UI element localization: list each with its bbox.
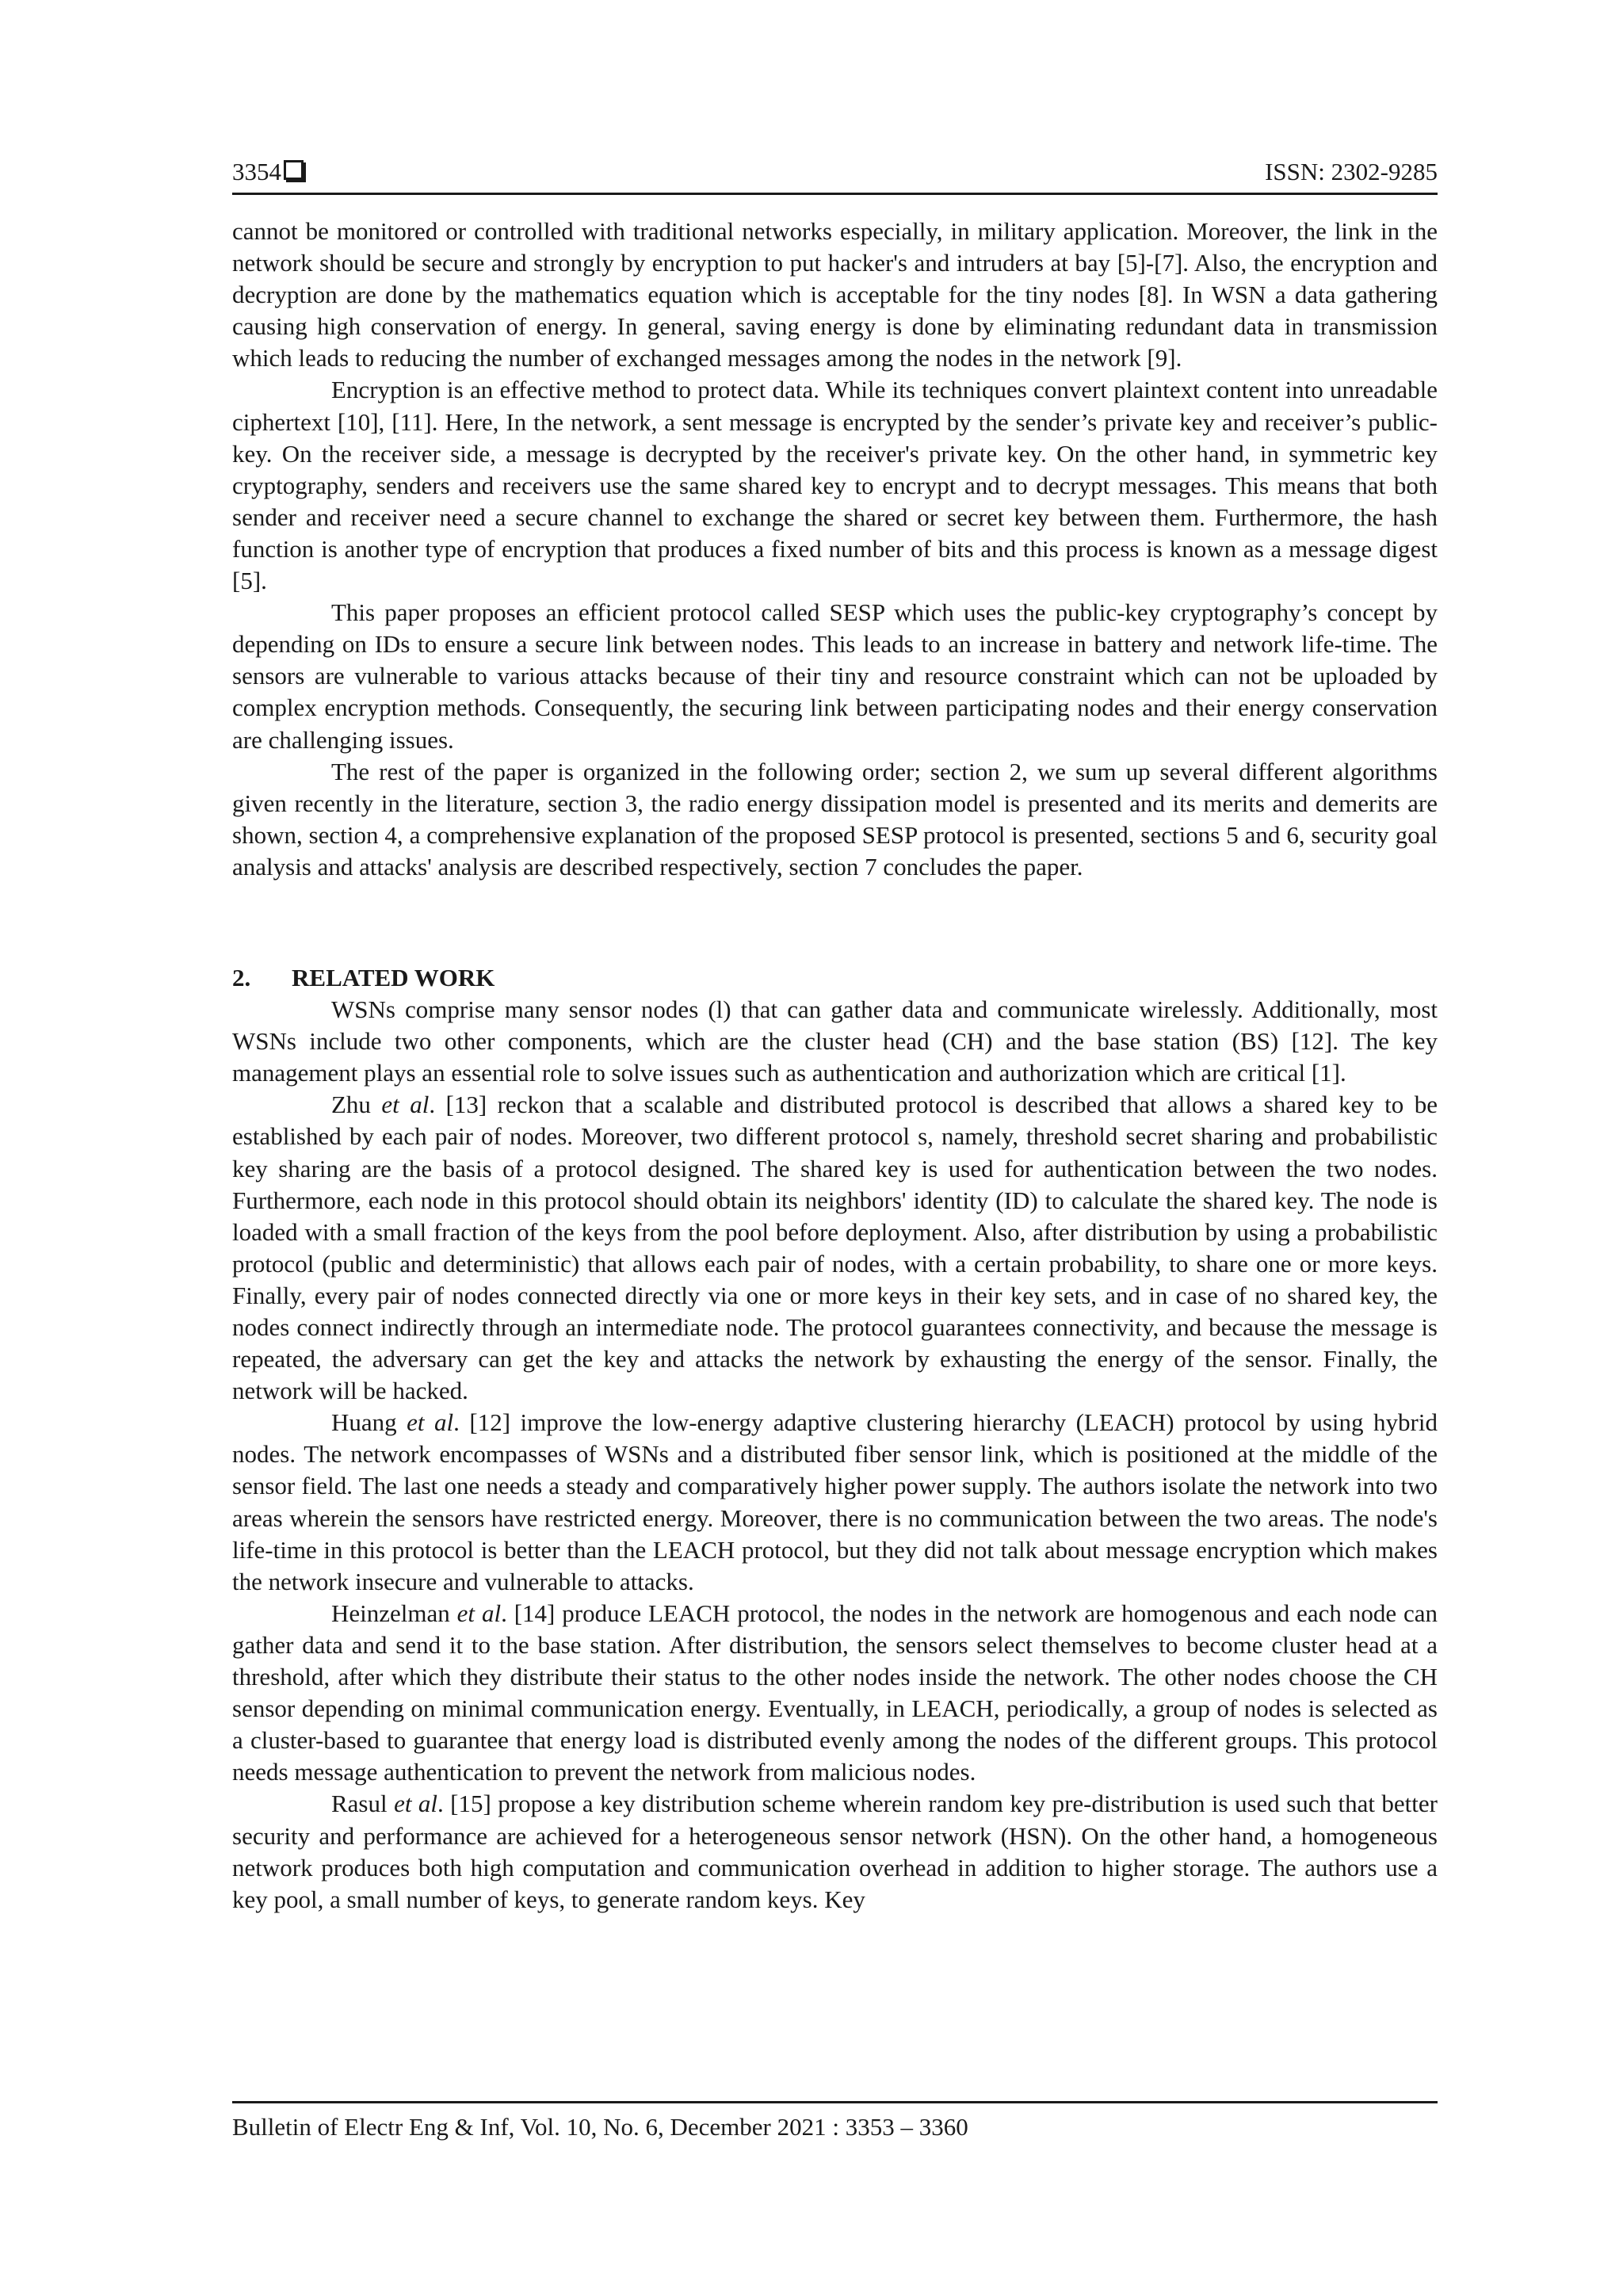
header-rule — [232, 193, 1438, 195]
section-number: 2. — [232, 963, 251, 991]
paragraph: Zhu et al. [13] reckon that a scalable and distributed protocol is described that allows a shared key to be established by each pair of nodes. Moreover, two different protocol s, namely, threshold secret sharing and probabilistic key sharing are the basis of a protocol designed. The shared key is used for authentication between the two nodes. Furthermore, each node in this protocol should obtain its neighbors' identity (ID) to calculate the shared key. The node is loaded with a small fraction of the keys from the pool before deployment. Also, after distribution by using a probabilistic protocol (public and deterministic) that allows each pair of nodes, with a certain probability, to share one or more keys. Finally, every pair of nodes connected directly via one or more keys in their key sets, and in case of no shared key, the nodes connect indirectly through an intermediate node. The protocol guarantees connectivity, and because the message is repeated, the adversary can get the key and attacks the network by exhausting the energy of the sensor. Finally, the network will be hacked. — [232, 1091, 1438, 1405]
issn-label: ISSN: 2302-9285 — [1265, 158, 1438, 185]
footer-rule — [232, 2101, 1438, 2103]
footer-citation: Bulletin of Electr Eng & Inf, Vol. 10, No. 6, December 2021 : 3353 – 3360 — [232, 2113, 968, 2141]
page-number: 3354 — [232, 152, 304, 192]
section-title: RELATED WORK — [292, 963, 495, 991]
paragraph: The rest of the paper is organized in the following order; section 2, we sum up several different algorithms given recently in the literature, section 3, the radio energy dissipation model is presented and its merits and demerits are shown, section 4, a comprehensive explanation of the proposed SESP protocol is presented, sections 5 and 6, security goal analysis and attacks' analysis are described respectively, section 7 concludes the paper. — [232, 757, 1438, 881]
box-icon — [284, 160, 304, 180]
paragraph: Encryption is an effective method to protect data. While its techniques convert plaintext content into unreadable ciphertext [10], [11]. Here, In the network, a sent message is encrypted by the sender’s private key and receiver’s public-key. On the receiver side, a message is decrypted by the receiver's private key. On the other hand, in symmetric key cryptography, senders and receivers use the same shared key to encrypt and to decrypt messages. This means that both sender and receiver need a secure channel to exchange the shared or secret key between them. Furthermore, the hash function is another type of encryption that produces a fixed number of bits and this process is known as a message digest [5]. — [232, 376, 1438, 595]
paragraph: Rasul et al. [15] propose a key distribution scheme wherein random key pre-distribution is used such that better security and performance are achieved for a heterogeneous sensor network (HSN). On the other hand, a homogeneous network produces both high computation and communication overhead in addition to higher storage. The authors use a key pool, a small number of keys, to generate random keys. Key — [232, 1790, 1438, 1913]
paragraph: Huang et al. [12] improve the low-energy adaptive clustering hierarchy (LEACH) protocol by using hybrid nodes. The network encompasses of WSNs and a distributed fiber sensor link, which is positioned at the middle of the sensor field. The last one needs a steady and comparatively higher power supply. The authors isolate the network into two areas wherein the sensors have restricted energy. Moreover, there is no communication between the two areas. The node's life-time in this protocol is better than the LEACH protocol, but they did not talk about message encryption which makes the network insecure and vulnerable to attacks. — [232, 1408, 1438, 1595]
paragraph: Heinzelman et al. [14] produce LEACH protocol, the nodes in the network are homogenous and each node can gather data and send it to the base station. After distribution, the sensors select themselves to become cluster head at a threshold, after which they distribute their status to the other nodes inside the network. The other nodes choose the CH sensor depending on minimal communication energy. Eventually, in LEACH, periodically, a group of nodes is selected as a cluster-based to guarantee that energy load is distributed evenly among the nodes of the different groups. This protocol needs message authentication to prevent the network from malicious nodes. — [232, 1599, 1438, 1786]
paragraph: WSNs comprise many sensor nodes (l) that can gather data and communicate wirelessly. Additionally, most WSNs include two other components, which are the cluster head (CH) and the base station (BS) [12]. The key management plays an essential role to solve issues such as authentication and authorization which are critical [1]. — [232, 995, 1438, 1087]
section-heading — [232, 962, 1438, 994]
paragraph: This paper proposes an efficient protocol called SESP which uses the public-key cryptography’s concept by depending on IDs to ensure a secure link between nodes. This leads to an increase in battery and network life-time. The sensors are vulnerable to various attacks because of their tiny and resource constraint which can not be uploaded by complex encryption methods. Consequently, the securing link between participating nodes and their energy conservation are challenging issues. — [232, 598, 1438, 754]
body-text — [232, 216, 1438, 1916]
running-header — [232, 152, 1438, 192]
paragraph: cannot be monitored or controlled with traditional networks especially, in military application. Moreover, the link in the network should be secure and strongly by encryption to put hacker's and intruders at bay [5]-[7]. Also, the encryption and decryption are done by the mathematics equation which is acceptable for the tiny nodes [8]. In WSN a data gathering causing high conservation of energy. In general, saving energy is done by eliminating redundant data in transmission which leads to reducing the number of exchanged messages among the nodes in the network [9]. — [232, 217, 1438, 372]
